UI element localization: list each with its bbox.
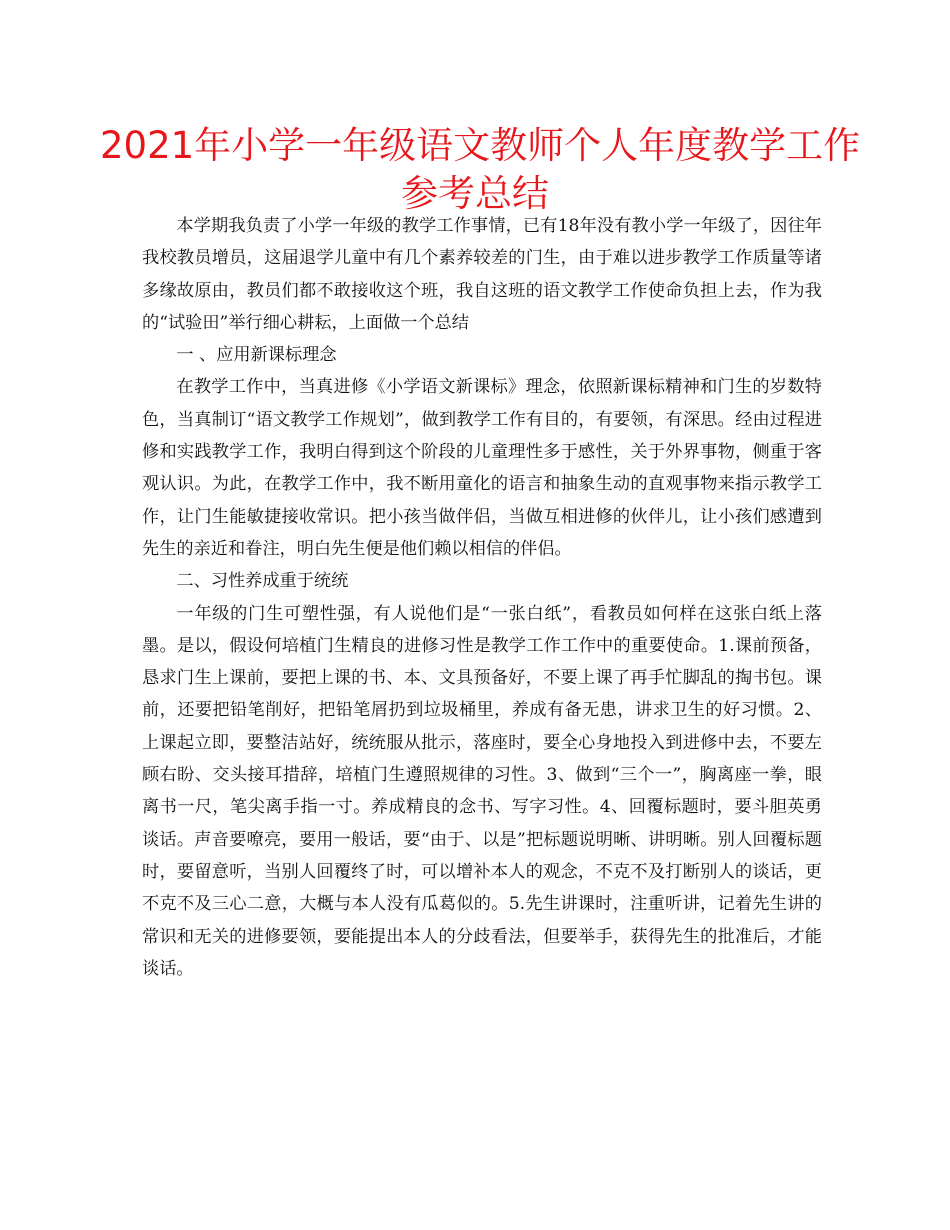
document-title-line-2: 参考总结 <box>401 172 549 215</box>
paragraph-section-2: 一年级的门生可塑性强，有人说他们是“一张白纸”，看教员如何样在这张白纸上落墨。是以，假设何培植门生精良的进修习性是教学工作工作中的重要使命。1.课前预备，恳求门生上课前，要把上课的书、本、文具预备好，不要上课了再手忙脚乱的掏书包。课前，还要把铅笔削好，把铅笔屑扔到垃圾桶里，养成有备无患，讲求卫生的好习惯。2、上课起立即，要整洁站好，统统服从批示，落座时，要全心身地投入到进修中去，不要左顾右盼、交头接耳措辞，培植门生遵照规律的习性。3、做到“三个一”，胸离座一拳，眼离书一尺，笔尖离手指一寸。养成精良的念书、写字习性。4、回覆标题时，要斗胆英勇谈话。声音要嘹亮，要用一般话，要“由于、以是”把标题说明晰、讲明晰。别人回覆标题时，要留意听，当别人回覆终了时，可以增补本人的观念，不克不及打断别人的谈话，更不克不及三心二意，大概与本人没有瓜葛似的。5.先生讲课时，注重听讲，记着先生讲的常识和无关的进修要领，要能提出本人的分歧看法，但要举手，获得先生的批准后，才能谈话。 <box>142 603 822 979</box>
section-heading-2: 二、习性养成重于统统 <box>176 571 349 592</box>
section-heading-1: 一 、应用新课标理念 <box>176 345 337 366</box>
paragraph-intro: 本学期我负责了小学一年级的教学工作事情，已有18年没有教小学一年级了，因往年我校教员增员，这届退学儿童中有几个素养较差的门生，由于难以进步教学工作质量等诸多缘故原由，教员们都不敢接收这个班，我自这班的语文教学工作使命负担上去，作为我的“试验田”举行细心耕耘，上面做一个总结 <box>142 216 822 333</box>
document-title-line-1: 2021年小学一年级语文教师个人年度教学工作 <box>100 124 861 167</box>
paragraph-section-1: 在教学工作中，当真进修《小学语文新课标》理念，依照新课标精神和门生的岁数特色，当真制订“语文教学工作规划”，做到教学工作有目的，有要领，有深思。经由过程进修和实践教学工作，我明白得到这个阶段的儿童理性多于感性，关于外界事物，侧重于客观认识。为此，在教学工作中，我不断用童化的语言和抽象生动的直观事物来指示教学工作，让门生能敏捷接收常识。把小孩当做伴侣，当做互相进修的伙伴儿，让小孩们感遭到先生的亲近和眷注，明白先生便是他们赖以相信的伴侣。 <box>142 377 822 559</box>
document-body <box>142 210 822 985</box>
